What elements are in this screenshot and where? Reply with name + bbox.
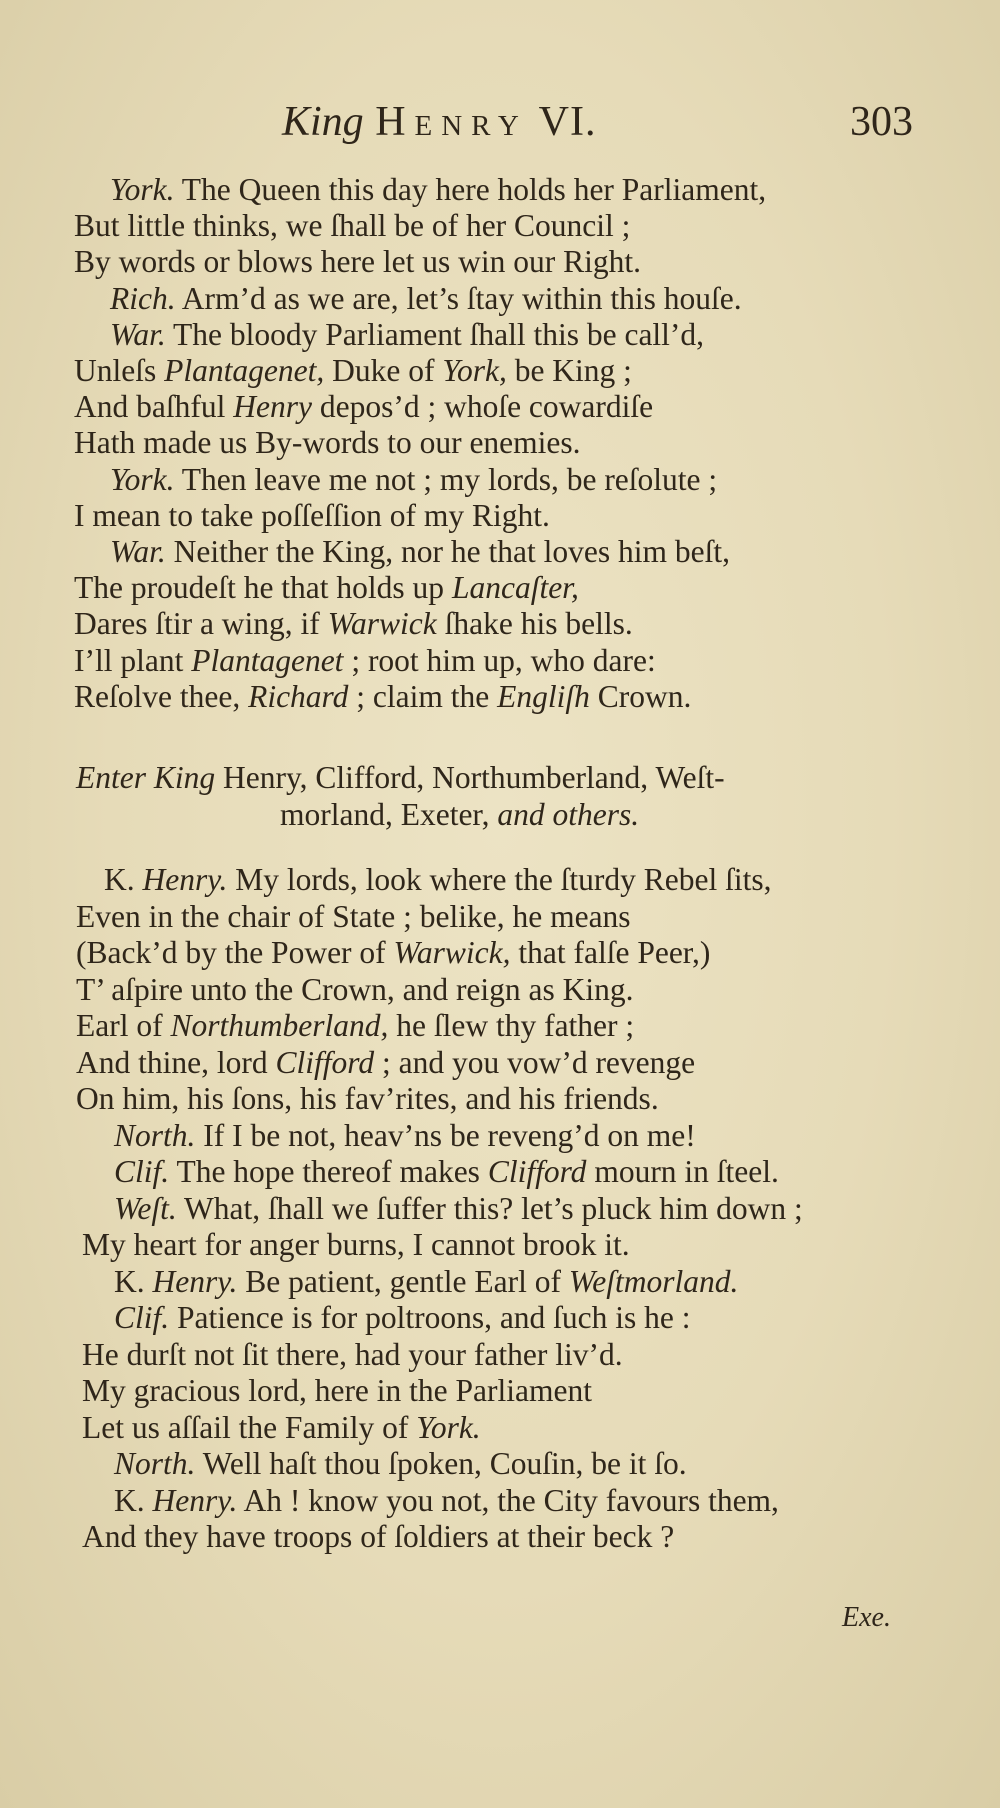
stage-direction-line xyxy=(76,760,725,796)
text-segment: ſhake his bells. xyxy=(436,606,633,642)
text-segment: Ah ! know you not, the City favours them, xyxy=(237,1482,779,1518)
text-segment: He durſt not ſit there, had your father liv’d. xyxy=(82,1336,623,1372)
verse-line xyxy=(114,1300,691,1336)
verse-line xyxy=(74,606,633,642)
verse-line xyxy=(74,498,550,534)
verse-line xyxy=(76,1081,659,1117)
italic-text: Henry. xyxy=(152,1482,238,1518)
text-segment: Be patient, gentle Earl of xyxy=(237,1263,569,1299)
italic-text: Northumberland, xyxy=(170,1008,389,1043)
italic-text: Henry. xyxy=(142,862,228,897)
title-king: King xyxy=(282,99,364,145)
text-segment: mourn in ſteel. xyxy=(586,1154,779,1189)
verse-line xyxy=(82,1519,674,1555)
text-segment: morland, Exeter, xyxy=(280,797,498,832)
italic-text: Clifford xyxy=(487,1154,587,1189)
text-segment: Hath made us By-words to our enemies. xyxy=(74,425,581,461)
text-segment: T’ aſpire unto the Crown, and reign as King. xyxy=(76,971,634,1007)
text-segment: Earl of xyxy=(76,1008,171,1043)
italic-text: and others. xyxy=(497,797,640,832)
italic-text: Warwick, xyxy=(393,935,511,970)
italic-text: Lancaſter, xyxy=(451,570,579,606)
verse-line xyxy=(110,534,730,570)
title-numeral: VI. xyxy=(538,99,597,145)
text-segment: Patience is for poltroons, and ſuch is he : xyxy=(169,1300,691,1335)
text-segment: My heart for anger burns, I cannot brook it. xyxy=(82,1227,630,1262)
text-segment: And they have troops of ſoldiers at their beck ? xyxy=(82,1519,675,1554)
text-segment: K. xyxy=(114,1263,153,1299)
text-segment: Well haſt thou ſpoken, Couſin, be it ſo. xyxy=(195,1446,687,1481)
verse-line xyxy=(114,1264,738,1300)
verse-line xyxy=(74,353,632,389)
verse-line xyxy=(114,1191,803,1227)
page-number: 303 xyxy=(850,99,913,145)
text-segment: And baſhful xyxy=(74,389,234,425)
italic-text: War. xyxy=(110,534,166,569)
verse-line xyxy=(76,1008,634,1044)
text-segment: My lords, look where the ſturdy Rebel ſits, xyxy=(227,862,772,897)
verse-line xyxy=(82,1410,481,1446)
text-segment: I mean to take poſſeſſion of my Right. xyxy=(74,497,550,533)
text-segment: The hope thereof makes xyxy=(169,1154,488,1189)
text-segment: Then leave me not ; my lords, be reſolute ; xyxy=(174,461,718,497)
verse-line xyxy=(110,281,742,317)
text-segment: Even in the chair of State ; belike, he means xyxy=(76,898,631,934)
verse-line xyxy=(76,972,634,1008)
italic-text: York. xyxy=(110,172,175,207)
text-segment: Reſolve thee, xyxy=(74,678,249,714)
italic-text: Richard xyxy=(248,678,349,714)
text-segment: If I be not, heav’ns be reveng’d on me! xyxy=(195,1117,696,1153)
italic-text: North. xyxy=(114,1446,196,1481)
text-segment: depos’d ; whoſe cowardiſe xyxy=(311,389,654,425)
italic-text: Weſtmorland. xyxy=(568,1263,739,1299)
verse-line xyxy=(76,899,631,935)
verse-line xyxy=(74,643,656,679)
text-segment: But little thinks, we ſhall be of her Council ; xyxy=(74,208,631,244)
running-title xyxy=(282,98,596,146)
text-segment: The Queen this day here holds her Parliament, xyxy=(174,172,767,207)
verse-line xyxy=(74,244,641,280)
verse-line xyxy=(110,317,704,353)
text-segment: On him, his ſons, his fav’rites, and his friends. xyxy=(76,1081,659,1116)
running-header xyxy=(0,98,1000,148)
verse-line xyxy=(114,1446,687,1482)
text-segment: Let us aſſail the Family of xyxy=(82,1409,417,1445)
verse-line xyxy=(110,172,766,208)
italic-text: Weſt. xyxy=(114,1190,177,1226)
italic-text: Clifford xyxy=(275,1044,375,1080)
text-segment: he ſlew thy father ; xyxy=(388,1008,635,1043)
italic-text: Plantagenet xyxy=(191,642,344,678)
italic-text: Henry xyxy=(233,389,312,425)
text-segment: My gracious lord, here in the Parliament xyxy=(82,1373,592,1408)
verse-line xyxy=(110,462,717,498)
text-segment: Duke of xyxy=(324,353,443,388)
italic-text: War. xyxy=(110,316,166,352)
verse-line xyxy=(82,1373,592,1409)
italic-text: Rich. xyxy=(110,280,176,316)
text-segment: By words or blows here let us win our Right. xyxy=(74,244,641,280)
verse-line xyxy=(74,570,579,606)
verse-line xyxy=(76,1045,695,1081)
verse-line xyxy=(114,1154,779,1190)
text-segment: that falſe Peer,) xyxy=(510,935,711,970)
verse-line xyxy=(114,1118,696,1154)
verse-line xyxy=(74,425,581,461)
text-segment: The proudeſt he that holds up xyxy=(74,570,452,606)
text-segment: Crown. xyxy=(589,678,692,714)
italic-text: Engliſh xyxy=(497,678,590,714)
verse-line xyxy=(114,1483,779,1519)
text-segment: Arm’d as we are, let’s ſtay within this houſe. xyxy=(175,280,742,316)
verse-line xyxy=(74,208,630,244)
text-segment: The bloody Parliament ſhall this be call’d, xyxy=(165,316,705,352)
text-segment: ; and you vow’d revenge xyxy=(374,1044,696,1080)
italic-text: York, xyxy=(442,353,507,388)
verse-line xyxy=(82,1337,623,1373)
text-segment: Neither the King, nor he that loves him beſt, xyxy=(165,534,730,569)
italic-text: Plantagenet, xyxy=(164,353,325,388)
text-segment: I’ll plant xyxy=(74,642,192,678)
text-segment: be King ; xyxy=(506,353,632,388)
stage-direction-line xyxy=(280,797,639,833)
text-segment: ; claim the xyxy=(348,678,498,714)
verse-line xyxy=(82,1227,630,1263)
text-segment: K. xyxy=(114,1482,153,1518)
verse-line xyxy=(76,935,710,971)
text-segment: Unleſs xyxy=(74,353,165,388)
verse-line xyxy=(104,862,772,898)
italic-text: York. xyxy=(110,461,175,497)
italic-text: Warwick xyxy=(327,606,437,642)
italic-text: Henry. xyxy=(152,1263,238,1299)
italic-text: York. xyxy=(416,1409,481,1445)
text-segment: And thine, lord xyxy=(76,1044,276,1080)
text-segment: ; root him up, who dare: xyxy=(343,642,656,678)
catchword: Exe. xyxy=(842,1602,891,1633)
italic-text: North. xyxy=(114,1117,196,1153)
text-segment: (Back’d by the Power of xyxy=(76,935,394,970)
text-segment: What, ſhall we ſuffer this? let’s pluck him down ; xyxy=(176,1190,803,1226)
text-segment: Henry, Clifford, Northumberland, Weſt- xyxy=(215,760,725,795)
text-segment: K. xyxy=(104,862,143,897)
verse-line xyxy=(74,679,691,715)
italic-text: Clif. xyxy=(114,1154,170,1189)
italic-text: Clif. xyxy=(114,1300,170,1335)
italic-text: Enter King xyxy=(76,760,216,795)
verse-line xyxy=(74,389,653,425)
text-segment: Dares ſtir a wing, if xyxy=(74,606,328,642)
title-name: Henry xyxy=(375,99,528,145)
